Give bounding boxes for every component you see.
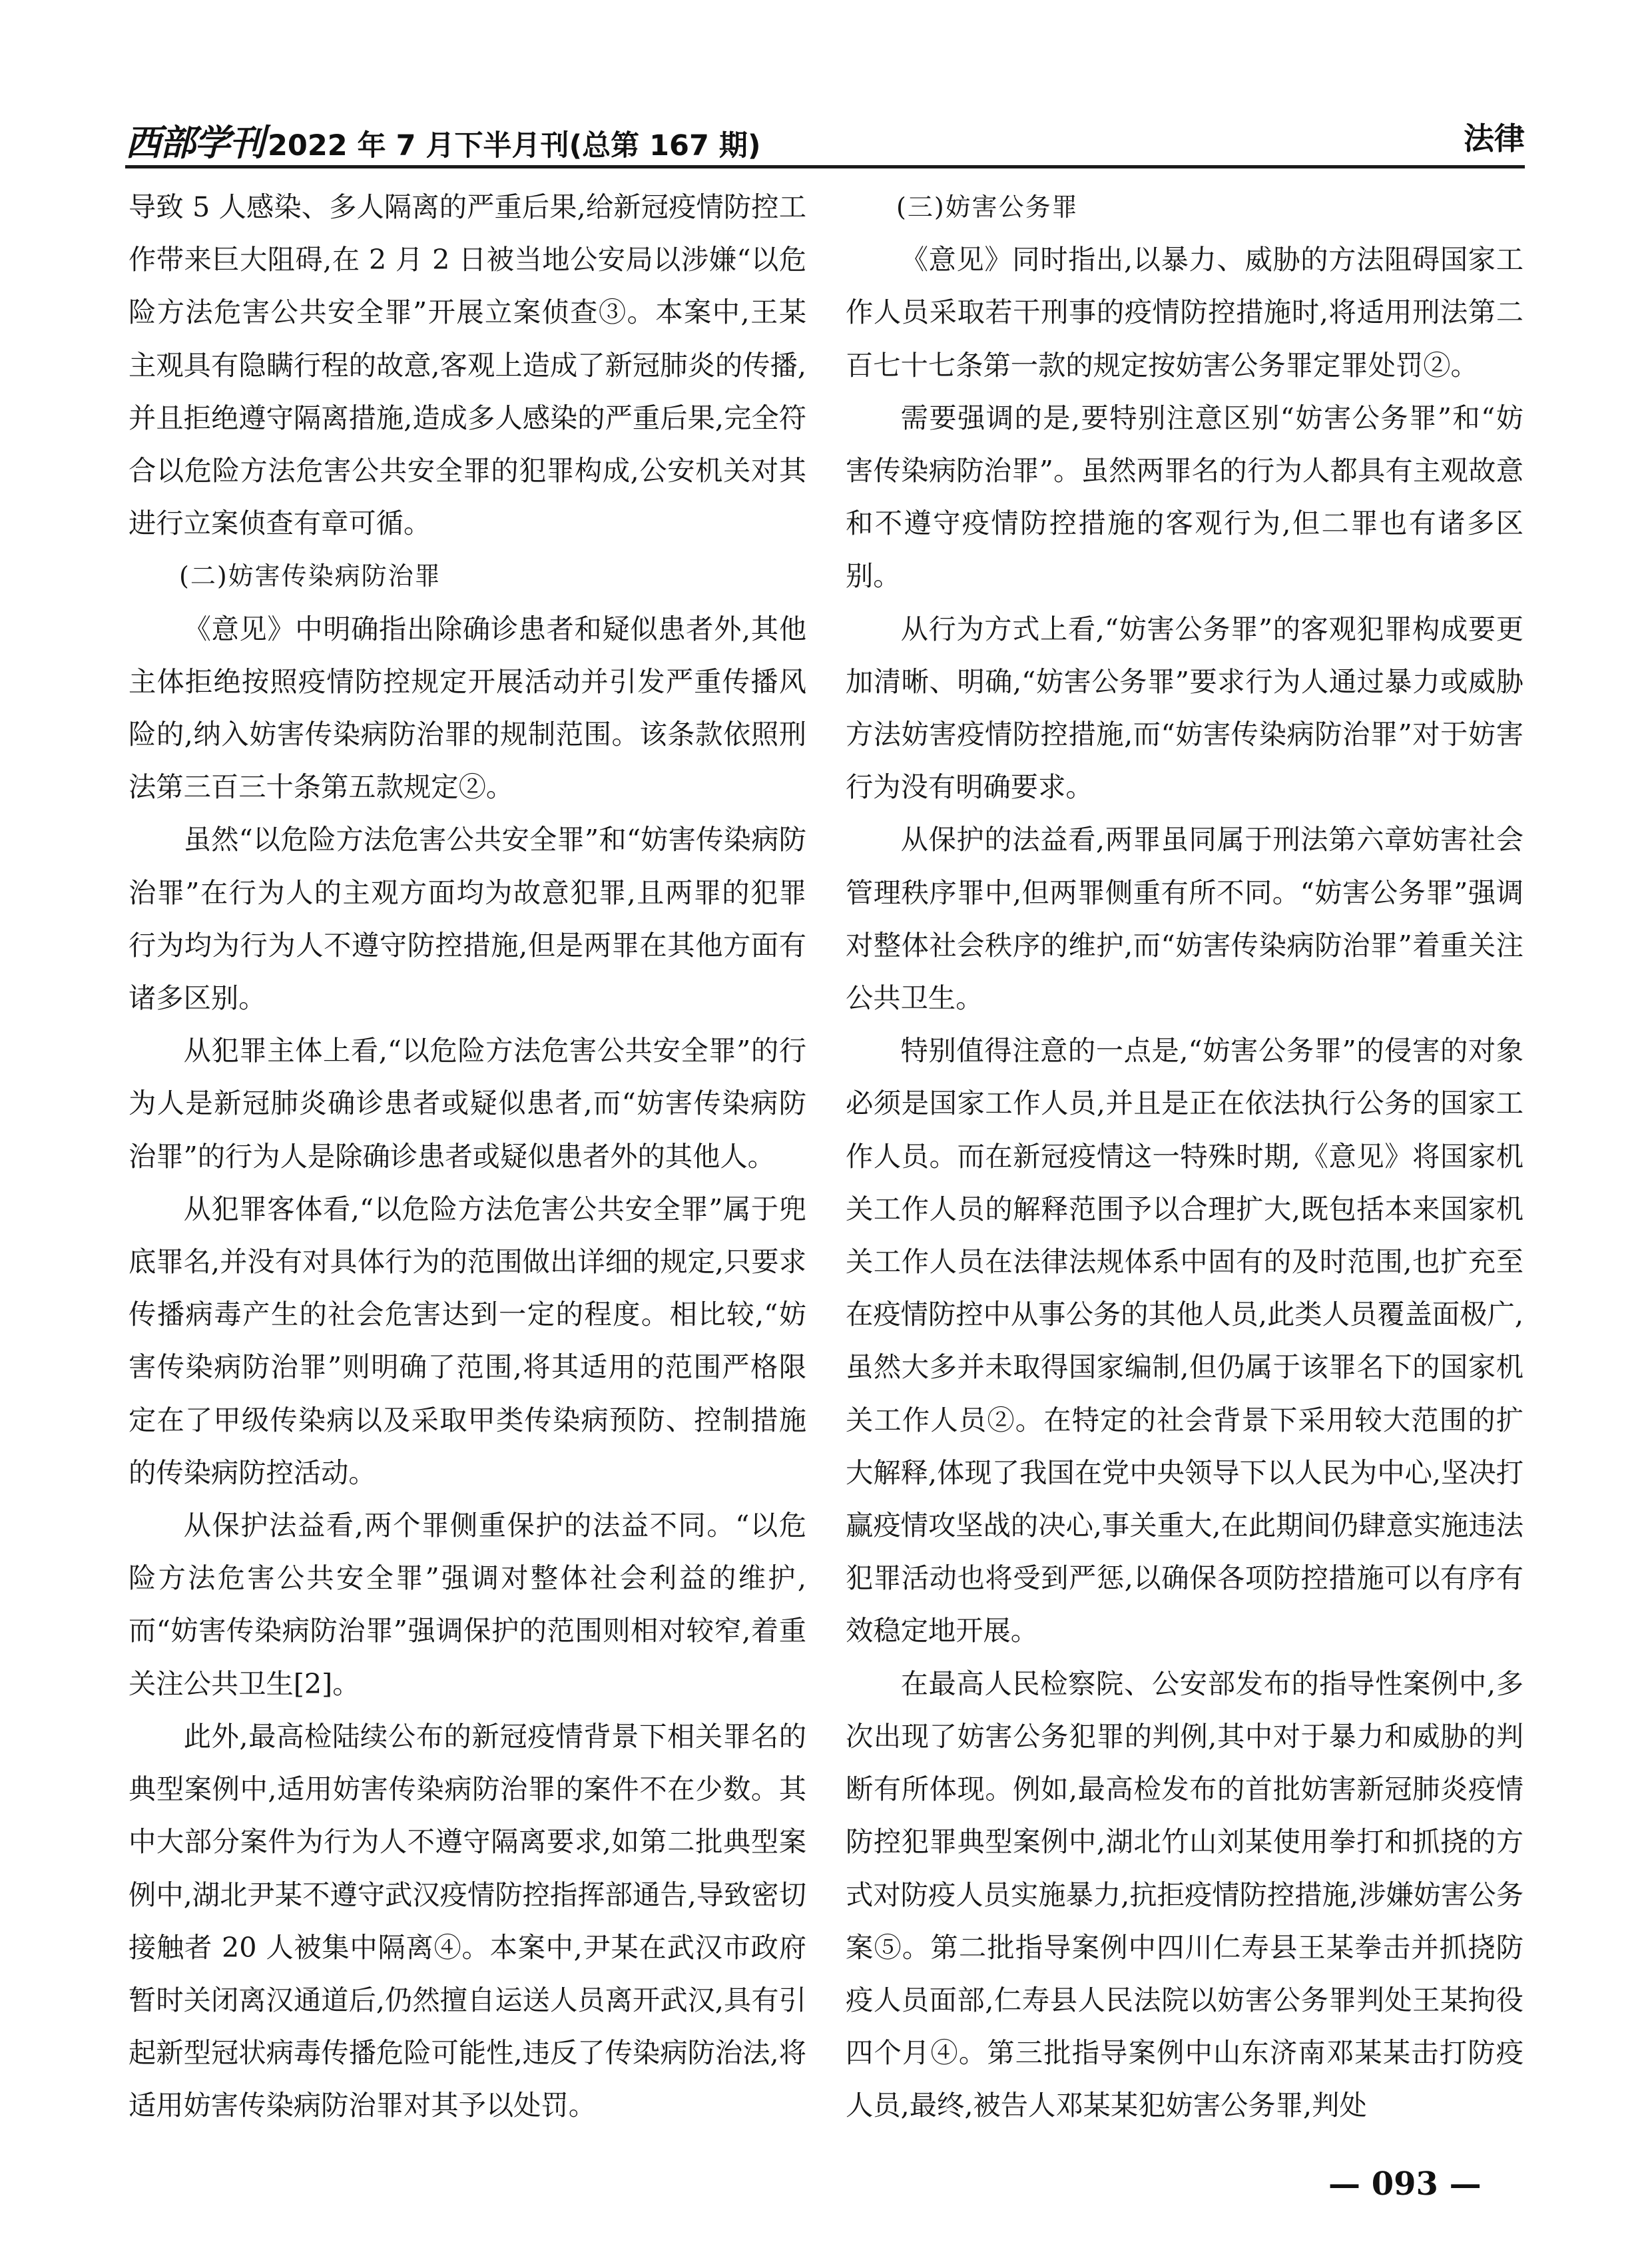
- paragraph: 需要强调的是,要特别注意区别“妨害公务罪”和“妨害传染病防治罪”。虽然两罪名的行为人都具有主观故意和不遵守疫情防控措施的客观行为,但二罪也有诸多区别。: [846, 402, 1523, 593]
- journal-logo: 西部学刊: [125, 121, 264, 164]
- paragraph: 《意见》中明确指出除确诊患者和疑似患者外,其他主体拒绝按照疫情防控规定开展活动并引发严重传播风险的,纳入妨害传染病防治罪的规制范围。该条款依照刑法第三百三十条第五款规定②。: [129, 613, 806, 804]
- header-left: [125, 115, 761, 166]
- issue-info: 2022 年 7 月下半月刊(总第 167 期): [268, 129, 761, 162]
- paragraph: 特别值得注意的一点是,“妨害公务罪”的侵害的对象必须是国家工作人员,并且是正在依法执行公务的国家工作人员。而在新冠疫情这一特殊时期,《意见》将国家机关工作人员的解释范围予以合理扩大,既包括本来国家机关工作人员在法律法规体系中固有的及时范围,也扩充至在疫情防控中从事公务的其他人员,此类人员覆盖面极广,虽然大多并未取得国家编制,但仍属于该罪名下的国家机关工作人员②。在特定的社会背景下采用较大范围的扩大解释,体现了我国在党中央领导下以人民为中心,坚决打赢疫情攻坚战的决心,事关重大,在此期间仍肆意实施违法犯罪活动也将受到严惩,以确保各项防控措施可以有序有效稳定地开展。: [846, 1035, 1523, 1647]
- paragraph: 在最高人民检察院、公安部发布的指导性案例中,多次出现了妨害公务犯罪的判例,其中对于暴力和威胁的判断有所体现。例如,最高检发布的首批妨害新冠肺炎疫情防控犯罪典型案例中,湖北竹山刘某使用拳打和抓挠的方式对防疫人员实施暴力,抗拒疫情防控措施,涉嫌妨害公务案⑤。第二批指导案例中四川仁寿县王某拳击并抓挠防疫人员面部,仁寿县人民法院以妨害公务罪判处王某拘役四个月④。第三批指导案例中山东济南邓某某击打防疫人员,最终,被告人邓某某犯妨害公务罪,判处: [846, 1667, 1523, 2122]
- section-subheading: (二)妨害传染病防治罪: [179, 561, 441, 591]
- paragraph: 从保护的法益看,两罪虽同属于刑法第六章妨害社会管理秩序罪中,但两罪侧重有所不同。“妨害公务罪”强调对整体社会秩序的维护,而“妨害传染病防治罪”着重关注公共卫生。: [846, 824, 1523, 1015]
- page-number: — 093 —: [1328, 2165, 1482, 2203]
- paragraph: 导致 5 人感染、多人隔离的严重后果,给新冠疫情防控工作带来巨大阻碍,在 2 月 2 日被当地公安局以涉嫌“以危险方法危害公共安全罪”开展立案侦查③。本案中,王某主观具有隐瞒行程的故意,客观上造成了新冠肺炎的传播,并且拒绝遵守隔离措施,造成多人感染的严重后果,完全符合以危险方法危害公共安全罪的犯罪构成,公安机关对其进行立案侦查有章可循。: [129, 191, 806, 540]
- section-title: 法律: [1464, 121, 1525, 156]
- paragraph: 从犯罪客体看,“以危险方法危害公共安全罪”属于兜底罪名,并没有对具体行为的范围做出详细的规定,只要求传播病毒产生的社会危害达到一定的程度。相比较,“妨害传染病防治罪”则明确了范围,将其适用的范围严格限定在了甲级传染病以及采取甲类传染病预防、控制措施的传染病防控活动。: [129, 1193, 806, 1489]
- page-header: [125, 108, 1525, 168]
- paragraph: 从犯罪主体上看,“以危险方法危害公共安全罪”的行为人是新冠肺炎确诊患者或疑似患者,而“妨害传染病防治罪”的行为人是除确诊患者或疑似患者外的其他人。: [129, 1035, 806, 1173]
- paragraph: 从行为方式上看,“妨害公务罪”的客观犯罪构成要更加清晰、明确,“妨害公务罪”要求行为人通过暴力或威胁方法妨害疫情防控措施,而“妨害传染病防治罪”对于妨害行为没有明确要求。: [846, 613, 1523, 804]
- paragraph: 此外,最高检陆续公布的新冠疫情背景下相关罪名的典型案例中,适用妨害传染病防治罪的案件不在少数。其中大部分案件为行为人不遵守隔离要求,如第二批典型案例中,湖北尹某不遵守武汉疫情防控指挥部通告,导致密切接触者 20 人被集中隔离④。本案中,尹某在武汉市政府暂时关闭离汉通道后,仍然擅自运送人员离开武汉,具有引起新型冠状病毒传播危险可能性,违反了传染病防治法,将适用妨害传染病防治罪对其予以处罚。: [129, 1720, 806, 2122]
- right-column: [846, 181, 1523, 2133]
- left-column: [129, 181, 806, 2133]
- paragraph: 《意见》同时指出,以暴力、威胁的方法阻碍国家工作人员采取若干刑事的疫情防控措施时,将适用刑法第二百七十七条第一款的规定按妨害公务罪定罪处罚②。: [846, 244, 1523, 382]
- paragraph: 从保护法益看,两个罪侧重保护的法益不同。“以危险方法危害公共安全罪”强调对整体社会利益的维护,而“妨害传染病防治罪”强调保护的范围则相对较窄,着重关注公共卫生[2]。: [129, 1510, 806, 1700]
- paragraph: 虽然“以危险方法危害公共安全罪”和“妨害传染病防治罪”在行为人的主观方面均为故意犯罪,且两罪的犯罪行为均为行为人不遵守防控措施,但是两罪在其他方面有诸多区别。: [129, 824, 806, 1015]
- section-subheading: (三)妨害公务罪: [896, 192, 1079, 222]
